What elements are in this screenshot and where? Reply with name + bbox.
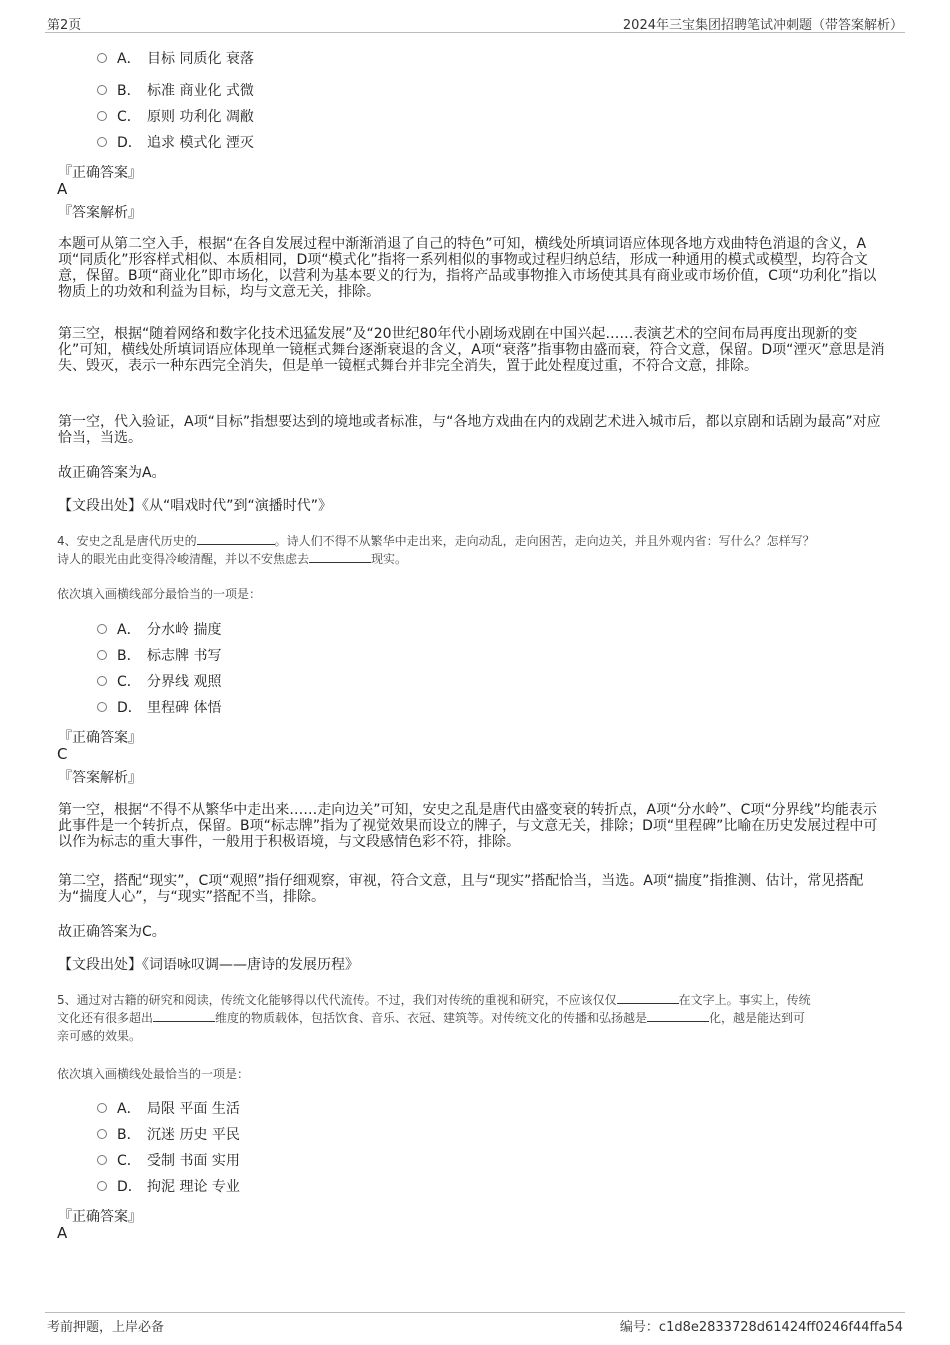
page-footer (45, 1312, 905, 1337)
q5-option-a[interactable]: A． 局限 平面 生活 (97, 1099, 240, 1119)
radio-icon[interactable] (97, 702, 107, 712)
q3-option-c[interactable]: C． 原则 功利化 凋敝 (97, 107, 254, 127)
q3-answer: A (57, 180, 68, 198)
page-number: 第2页 (47, 18, 82, 33)
q3-analysis-para-2: 第三空，根据“随着网络和数字化技术迅猛发展”及“20世纪80年代小剧场戏剧在中国兴起……表演艺术的空间布局再度出现新的变化”可知，横线处所填词语应体现单一镜框式舞台逐渐衰退的含义，A项“衰落”指事物由盛而衰，符合文意，保留。D项“湮灭”意思是消失、毁灭，表示一种东西完全消失，但是单一镜框式舞台并非完全消失，置于此处程度过重，不符合文意，排除。 (58, 326, 885, 374)
q4-instruction: 依次填入画横线部分最恰当的一项是： (57, 587, 262, 601)
radio-icon[interactable] (97, 676, 107, 686)
blank-line (617, 991, 679, 1004)
q4-analysis-para-2: 第二空，搭配“现实”，C项“观照”指仔细观察，审视，符合文意，且与“现实”搭配恰当，当选。A项“揣度”指推测、估计，常见搭配为“揣度人心”，与“现实”搭配不当，排除。 (58, 873, 864, 905)
q3-answer-label: 『正确答案』 (58, 165, 142, 181)
q4-option-c[interactable]: C． 分界线 观照 (97, 672, 221, 692)
radio-icon[interactable] (97, 1155, 107, 1165)
radio-icon[interactable] (97, 85, 107, 95)
q5-option-c[interactable]: C． 受制 书面 实用 (97, 1151, 240, 1171)
q4-source: 【文段出处】《词语咏叹调——唐诗的发展历程》 (58, 957, 359, 973)
q4-analysis-label: 『答案解析』 (58, 770, 142, 786)
q3-conclusion: 故正确答案为A。 (58, 465, 166, 481)
q4-stem: 4、安史之乱是唐代历史的 。诗人们不得不从繁华中走出来，走向动乱，走向困苦，走向边关，并且外观内省：写什么？怎样写？ 诗人的眼光由此变得冷峻清醒，并以不安焦虑去 现实。 (57, 534, 815, 566)
q4-option-a[interactable]: A． 分水岭 揣度 (97, 620, 221, 640)
blank-line (153, 1009, 215, 1022)
document-title: 2024年三宝集团招聘笔试冲刺题（带答案解析） (622, 18, 903, 33)
radio-icon[interactable] (97, 53, 107, 63)
q5-stem: 5、通过对古籍的研究和阅读，传统文化能够得以代代流传。不过，我们对传统的重视和研究，不应该仅仅 在文字上。事实上，传统 文化还有很多超出 维度的物质载体，包括饮食、音乐、衣冠、建筑等。对传统文化的传播和弘扬越是 化，越是能达到可 亲可感的效果。 (57, 993, 811, 1043)
q3-analysis-para-3: 第一空，代入验证，A项“目标”指想要达到的境地或者标准，与“各地方戏曲在内的戏剧艺术进入城市后，都以京剧和话剧为最高”对应恰当，当选。 (58, 414, 881, 446)
q3-option-b[interactable]: B． 标准 商业化 式微 (97, 81, 254, 101)
q3-option-a[interactable]: A． 目标 同质化 衰落 (97, 49, 254, 69)
blank-line (647, 1009, 709, 1022)
q4-option-b[interactable]: B． 标志牌 书写 (97, 646, 221, 666)
q3-option-d[interactable]: D． 追求 模式化 湮灭 (97, 133, 254, 153)
blank-line (197, 532, 275, 545)
radio-icon[interactable] (97, 111, 107, 121)
q4-option-d[interactable]: D． 里程碑 体悟 (97, 698, 221, 718)
blank-line (309, 550, 371, 563)
q4-answer-label: 『正确答案』 (58, 730, 142, 746)
page-header (45, 10, 905, 33)
q3-analysis-para-1: 本题可从第二空入手，根据“在各自发展过程中渐渐消退了自己的特色”可知，横线处所填词语应体现各地方戏曲特色消退的含义，A项“同质化”形容样式相似、本质相同，D项“模式化”指将一系列相似的事物或过程归纳总结，形成一种通用的模式或模型，均符合文意，保留。B项“商业化”即市场化，以营利为基本要义的行为，指将产品或事物推入市场使其具有商业或市场价值，C项“功利化”指以物质上的功效和利益为目标，均与文意无关，排除。 (58, 236, 877, 300)
q3-source: 【文段出处】《从“唱戏时代”到“演播时代”》 (58, 498, 333, 514)
footer-slogan: 考前押题，上岸必备 (47, 1320, 165, 1335)
radio-icon[interactable] (97, 1181, 107, 1191)
q4-answer: C (57, 745, 68, 763)
radio-icon[interactable] (97, 137, 107, 147)
q3-analysis-label: 『答案解析』 (58, 205, 142, 221)
q5-answer-label: 『正确答案』 (58, 1209, 142, 1225)
q4-analysis-para-1: 第一空，根据“不得不从繁华中走出来……走向边关”可知，安史之乱是唐代由盛变衰的转折点，A项“分水岭”、C项“分界线”均能表示此事件是一个转折点，保留。B项“标志牌”指为了视觉效果而设立的牌子，与文意无关，排除；D项“里程碑”比喻在历史发展过程中可以作为标志的重大事件，一般用于积极语境，与文段感情色彩不符，排除。 (58, 802, 878, 850)
radio-icon[interactable] (97, 1129, 107, 1139)
radio-icon[interactable] (97, 1103, 107, 1113)
document-id: 编号：c1d8e2833728d61424ff0246f44ffa54 (619, 1320, 903, 1335)
q4-conclusion: 故正确答案为C。 (58, 924, 166, 940)
q5-answer: A (57, 1224, 68, 1242)
q5-instruction: 依次填入画横线处最恰当的一项是： (57, 1067, 250, 1081)
radio-icon[interactable] (97, 650, 107, 660)
radio-icon[interactable] (97, 624, 107, 634)
q5-option-d[interactable]: D． 拘泥 理论 专业 (97, 1177, 240, 1197)
q5-option-b[interactable]: B． 沉迷 历史 平民 (97, 1125, 240, 1145)
